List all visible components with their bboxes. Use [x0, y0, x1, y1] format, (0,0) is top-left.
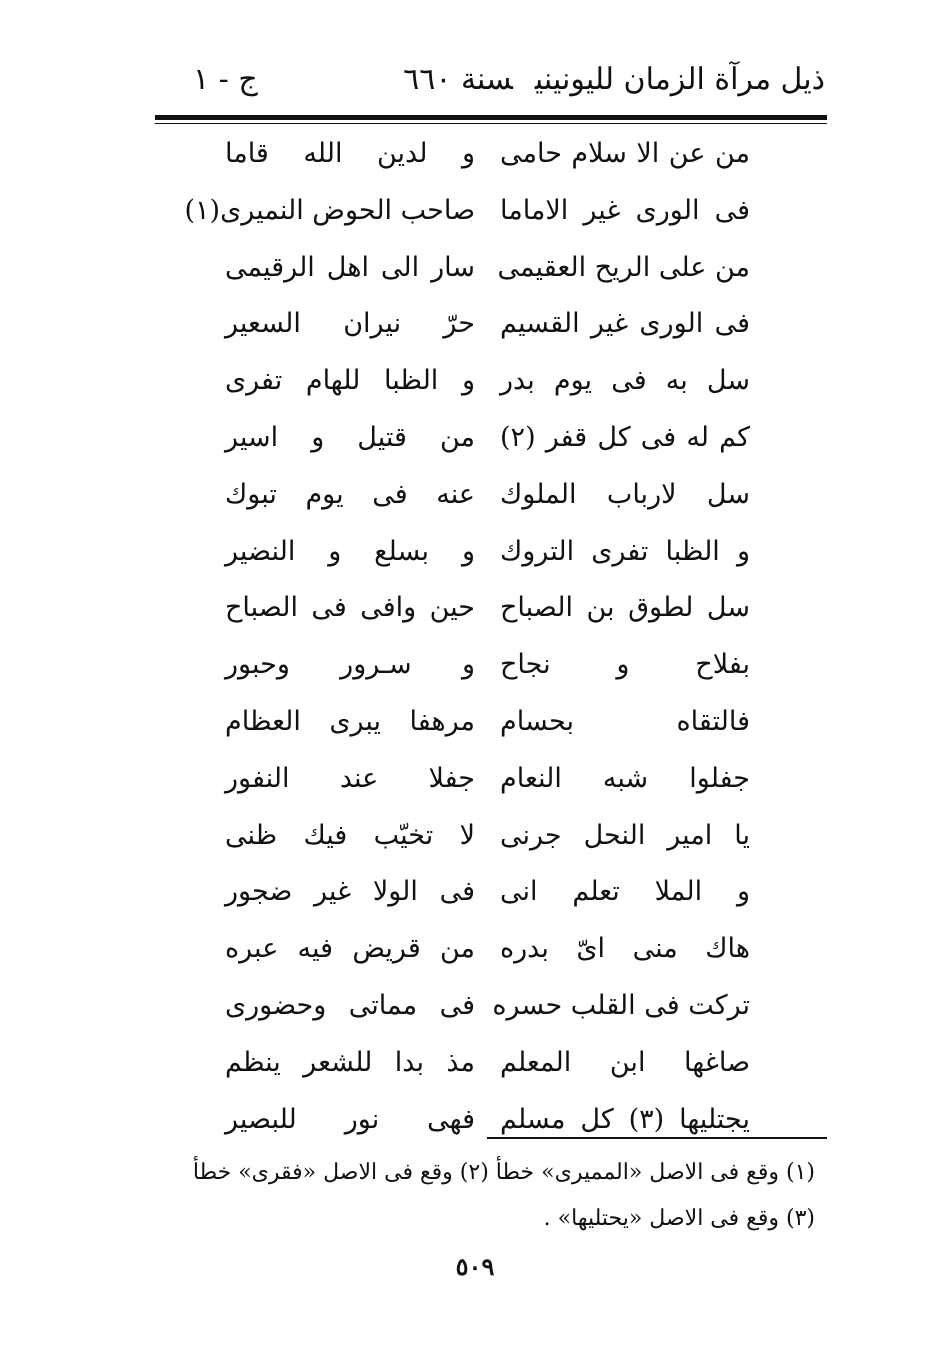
verse-second-hemistich: سار الى اهل الرقيمى: [225, 251, 475, 283]
verse-line: [160, 921, 800, 978]
verse-line: [160, 637, 800, 694]
verse-second-hemistich: عنه فى يوم تبوك: [225, 478, 475, 510]
verse-second-hemistich: و سـرور وحبور: [225, 649, 475, 681]
verse-second-hemistich: و بسلع و النضير: [225, 535, 475, 567]
verse-line: [160, 524, 800, 581]
volume-label: ج - ١: [193, 62, 258, 97]
running-header: [155, 62, 825, 106]
book-title: ذيل مرآة الزمان لليونيني: [534, 62, 825, 97]
verse-line: [160, 410, 800, 467]
verse-second-hemistich: و الظبا للهام تفرى: [225, 365, 475, 397]
verse-first-hemistich: سل به فى يوم بدر: [500, 365, 750, 397]
verse-first-hemistich: فى الورى غير القسيم: [500, 308, 750, 340]
year-label: سنة ٦٦٠: [403, 62, 513, 97]
footnotes: (١) وقع فى الاصل «المميرى» خطأ (٢) وقع فى الاصل «فقرى» خطأ (٣) وقع فى الاصل «يحتليها» .: [192, 1160, 815, 1231]
verse-line: [160, 183, 800, 240]
verse-first-hemistich: سل لارباب الملوك: [500, 478, 750, 510]
verse-line: [160, 1092, 800, 1149]
verse-first-hemistich: و الملا تعلم انى: [500, 876, 750, 908]
verse-first-hemistich: صاغها ابن المعلم: [500, 1046, 750, 1078]
verse-second-hemistich: مذ بدا للشعر ينظم: [225, 1046, 475, 1078]
verse-second-hemistich: و لدين الله قاما: [225, 138, 475, 169]
verse-second-hemistich: فهى نور للبصير: [225, 1103, 475, 1135]
poem: [160, 126, 800, 1148]
verse-first-hemistich: فالتقاه بحسام: [500, 705, 750, 737]
verse-first-hemistich: و الظبا تفرى التروك: [500, 535, 750, 567]
verse-second-hemistich: حرّ نيران السعير: [225, 308, 475, 340]
verse-first-hemistich: يا امير النحل جرنى: [500, 819, 750, 851]
page-number: ٥٠٩: [455, 1252, 495, 1281]
verse-second-hemistich: حين وافى فى الصباح: [225, 592, 475, 624]
header-rule-thick: [155, 115, 827, 120]
verse-first-hemistich: جفلوا شبه النعام: [500, 762, 750, 794]
verse-line: [160, 126, 800, 183]
verse-line: [160, 580, 800, 637]
verse-first-hemistich: فى الورى غير الاماما: [500, 194, 750, 226]
verse-second-hemistich: صاحب الحوض النميرى(١): [184, 194, 475, 226]
verse-second-hemistich: من قتيل و اسير: [225, 421, 475, 453]
verse-first-hemistich: سل لطوق بن الصباح: [500, 592, 750, 624]
verse-line: [160, 864, 800, 921]
header-rule-thin: [155, 123, 827, 124]
verse-first-hemistich: من على الريح العقيمى: [497, 251, 750, 283]
verse-line: [160, 978, 800, 1035]
verse-first-hemistich: من عن الا سلام حامى: [500, 138, 750, 169]
verse-line: [160, 353, 800, 410]
verse-line: [160, 1035, 800, 1092]
verse-first-hemistich: كم له فى كل قفر (٢): [500, 421, 750, 453]
verse-second-hemistich: مرهفا يبرى العظام: [225, 705, 475, 737]
verse-second-hemistich: فى مماتى وحضورى: [225, 989, 475, 1021]
verse-second-hemistich: جفلا عند النفور: [225, 762, 475, 794]
verse-first-hemistich: تركت فى القلب حسره: [492, 989, 750, 1021]
verse-line: [160, 694, 800, 751]
verse-first-hemistich: هاك منى اىّ بدره: [500, 933, 750, 965]
verse-line: [160, 467, 800, 524]
footnote-rule: [487, 1137, 827, 1139]
verse-line: [160, 808, 800, 865]
verse-second-hemistich: لا تخيّب فيك ظنى: [225, 819, 475, 851]
running-title: [403, 62, 825, 97]
verse-line: [160, 751, 800, 808]
verse-second-hemistich: من قريض فيه عبره: [225, 933, 475, 965]
verse-second-hemistich: فى الولا غير ضجور: [225, 876, 475, 908]
verse-line: [160, 240, 800, 297]
verse-first-hemistich: بفلاح و نجاح: [500, 649, 750, 681]
verse-line: [160, 296, 800, 353]
verse-first-hemistich: يجتليها (٣) كل مسلم: [500, 1103, 750, 1135]
